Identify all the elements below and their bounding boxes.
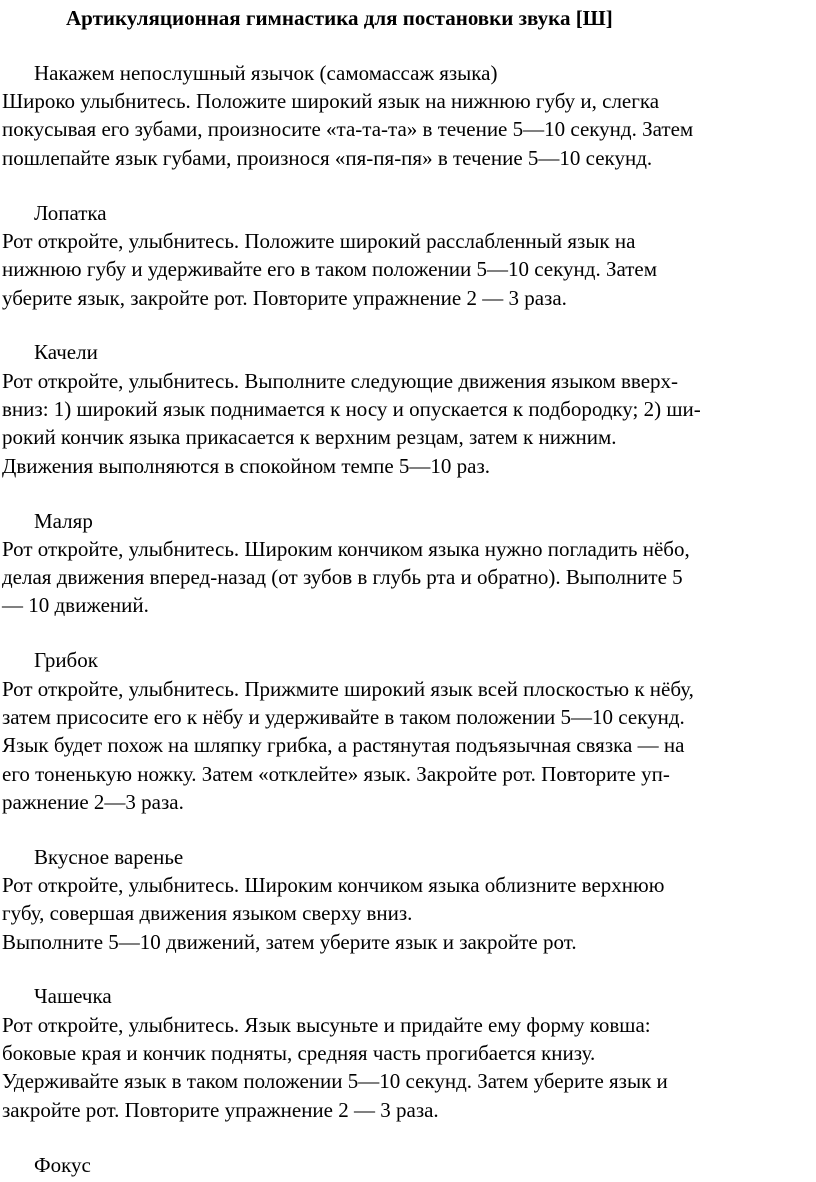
exercise-text-line: пошлепайте язык губами, произнося «пя-пя-пя» в течение 5—10 секунд.	[2, 145, 653, 170]
exercise-text-line: рокий кончик языка прикасается к верхним резцам, затем к нижним.	[2, 425, 617, 450]
exercise-list	[2, 32, 816, 1179]
section-spacer	[2, 816, 816, 843]
exercise-section	[2, 312, 816, 480]
exercise-text-line: Рот откройте, улыбнитесь. Язык высуньте и придайте ему форму ковша:	[2, 1012, 651, 1037]
exercise-heading: Маляр	[34, 508, 93, 533]
section-spacer	[2, 480, 816, 507]
section-spacer	[2, 32, 816, 59]
exercise-heading: Качели	[34, 340, 98, 365]
section-spacer	[2, 312, 816, 339]
exercise-text-line: Широко улыбнитесь. Положите широкий язык на нижнюю губу и, слегка	[2, 89, 660, 114]
exercise-heading: Грибок	[34, 648, 98, 673]
exercise-text-line: Язык будет похож на шляпку грибка, а растянутая подъязычная связка — на	[2, 733, 685, 758]
exercise-text-line: вниз: 1) широкий язык поднимается к носу и опускается к подбородку; 2) ши-	[2, 397, 701, 422]
exercise-section	[2, 956, 816, 1124]
exercise-text-line: Движения выполняются в спокойном темпе 5—10 раз.	[2, 453, 491, 478]
exercise-text-line: нижнюю губу и удерживайте его в таком положении 5—10 секунд. Затем	[2, 257, 658, 282]
exercise-section	[2, 816, 816, 956]
exercise-text-line: губу, совершая движения языком сверху вниз.	[2, 901, 413, 926]
section-spacer	[2, 620, 816, 647]
exercise-text-line: затем присосите его к нёбу и удерживайте в таком положении 5—10 секунд.	[2, 704, 685, 729]
exercise-text-line: Рот откройте, улыбнитесь. Широким кончиком языка нужно погладить нёбо,	[2, 536, 690, 561]
exercise-text-line: Выполните 5—10 движений, затем уберите язык и закройте рот.	[2, 929, 577, 954]
exercise-text-line: боковые края и кончик подняты, средняя часть прогибается книзу.	[2, 1041, 596, 1066]
exercise-text-line: уберите язык, закройте рот. Повторите упражнение 2 — 3 раза.	[2, 285, 567, 310]
exercise-section	[2, 620, 816, 816]
exercise-text-line: Рот откройте, улыбнитесь. Широким кончиком языка облизните верхнюю	[2, 872, 665, 897]
exercise-section	[2, 172, 816, 312]
section-spacer	[2, 1124, 816, 1151]
exercise-text-line: делая движения вперед-назад (от зубов в глубь рта и обратно). Выполните 5	[2, 565, 683, 590]
exercise-text-line: его тоненькую ножку. Затем «отклейте» язык. Закройте рот. Повторите уп-	[2, 761, 670, 786]
section-spacer	[2, 956, 816, 983]
document-title: Артикуляционная гимнастика для постановки звука [Ш]	[66, 6, 613, 30]
exercise-heading: Лопатка	[34, 200, 107, 225]
exercise-section	[2, 1124, 816, 1179]
exercise-text-line: Удерживайте язык в таком положении 5—10 секунд. Затем уберите язык и	[2, 1069, 668, 1094]
exercise-text-line: ражнение 2—3 раза.	[2, 789, 184, 814]
exercise-heading: Фокус	[34, 1152, 91, 1177]
exercise-text-line: покусывая его зубами, произносите «та-та-та» в течение 5—10 секунд. Затем	[2, 117, 694, 142]
exercise-heading: Вкусное варенье	[34, 844, 184, 869]
exercise-heading: Накажем непослушный язычок (самомассаж языка)	[34, 60, 498, 85]
exercise-text-line: закройте рот. Повторите упражнение 2 — 3 раза.	[2, 1097, 439, 1122]
exercise-text-line: Рот откройте, улыбнитесь. Положите широкий расслабленный язык на	[2, 228, 636, 253]
section-spacer	[2, 172, 816, 199]
exercise-section	[2, 480, 816, 620]
exercise-section	[2, 32, 816, 172]
exercise-text-line: Рот откройте, улыбнитесь. Выполните следующие движения языком вверх-	[2, 368, 679, 393]
exercise-text-line: Рот откройте, улыбнитесь. Прижмите широкий язык всей плоскостью к нёбу,	[2, 676, 694, 701]
exercise-text-line: — 10 движений.	[2, 593, 149, 618]
exercise-heading: Чашечка	[34, 984, 112, 1009]
